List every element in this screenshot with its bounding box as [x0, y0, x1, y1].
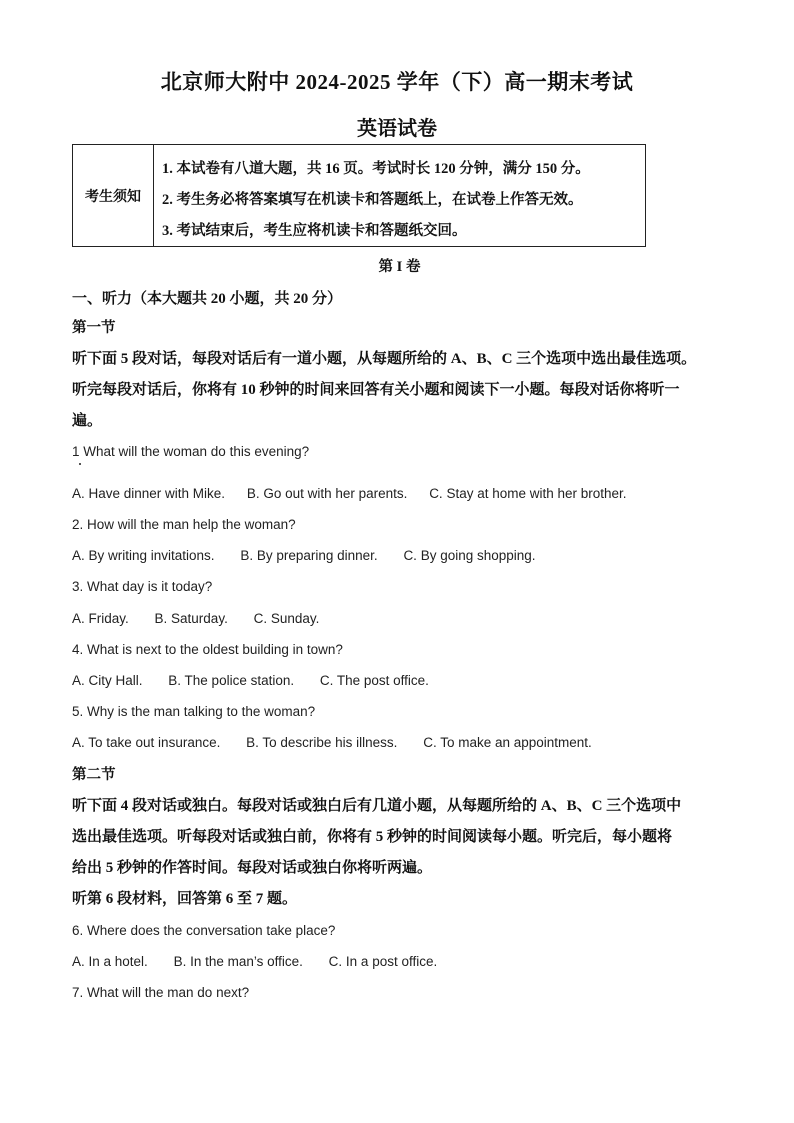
option-a: A. Friday.	[72, 611, 129, 626]
question-stem: 3. What day is it today?	[72, 579, 213, 594]
option-a: A. By writing invitations.	[72, 548, 215, 563]
stray-mark	[79, 463, 81, 465]
question-stem: 2. How will the man help the woman?	[72, 517, 296, 532]
instructions-line: 给出 5 秒钟的作答时间。每段对话或独白你将听两遍。	[72, 860, 433, 876]
instructions-line: 听完每段对话后，你将有 10 秒钟的时间来回答有关小题和阅读下一小题。每段对话你将听一	[72, 382, 680, 398]
section-heading: 一、听力（本大题共 20 小题，共 20 分）	[72, 291, 343, 307]
option-a: A. To take out insurance.	[72, 735, 221, 750]
exam-title: 北京师大附中 2024-2025 学年（下）高一期末考试	[160, 70, 634, 94]
question-stem: 5. Why is the man talking to the woman?	[72, 704, 316, 719]
notice-list	[154, 145, 645, 246]
notice-item: 2. 考生务必将答案填写在机读卡和答题纸上，在试卷上作答无效。	[162, 192, 583, 208]
question-options	[72, 673, 429, 688]
part-title: 第 I 卷	[378, 259, 421, 275]
instructions-line: 听下面 5 段对话，每段对话后有一道小题，从每题所给的 A、B、C 三个选项中选出最佳选项。	[72, 351, 697, 367]
instructions-line: 选出最佳选项。听每段对话或独白前，你将有 5 秒钟的时间阅读每小题。听完后，每小题将	[72, 829, 673, 845]
option-b: B. The police station.	[168, 673, 295, 688]
option-b: B. Saturday.	[154, 611, 228, 626]
question-stem: 1 What will the woman do this evening?	[72, 444, 310, 459]
option-a: A. Have dinner with Mike.	[72, 486, 226, 501]
notice-item: 3. 考试结束后，考生应将机读卡和答题纸交回。	[162, 223, 467, 239]
question-options	[72, 611, 319, 626]
question-stem: 4. What is next to the oldest building in town?	[72, 642, 343, 657]
option-c: C. Sunday.	[253, 611, 320, 626]
question-options	[72, 548, 536, 563]
option-c: C. To make an appointment.	[423, 735, 592, 750]
question-options	[72, 486, 627, 501]
subsection-title: 第二节	[72, 767, 116, 783]
option-c: C. In a post office.	[328, 954, 438, 969]
subsection-title: 第一节	[72, 320, 116, 336]
question-stem: 6. Where does the conversation take place?	[72, 923, 336, 938]
option-c: C. The post office.	[319, 673, 429, 688]
option-b: B. By preparing dinner.	[240, 548, 378, 563]
option-a: A. In a hotel.	[72, 954, 148, 969]
option-c: C. By going shopping.	[403, 548, 536, 563]
instructions-line: 遍。	[72, 413, 103, 429]
instructions-line: 听下面 4 段对话或独白。每段对话或独白后有几道小题，从每题所给的 A、B、C 三个选项中	[72, 798, 682, 814]
question-options	[72, 735, 592, 750]
option-b: B. Go out with her parents.	[246, 486, 408, 501]
option-b: B. To describe his illness.	[246, 735, 398, 750]
option-b: B. In the man’s office.	[173, 954, 303, 969]
question-stem: 7. What will the man do next?	[72, 985, 250, 1000]
material-note: 听第 6 段材料，回答第 6 至 7 题。	[72, 891, 298, 907]
option-a: A. City Hall.	[72, 673, 143, 688]
question-options	[72, 954, 437, 969]
option-c: C. Stay at home with her brother.	[429, 486, 627, 501]
notice-item: 1. 本试卷有八道大题，共 16 页。考试时长 120 分钟，满分 150 分。	[162, 161, 590, 177]
notice-label: 考生须知	[73, 145, 154, 246]
exam-subtitle: 英语试卷	[357, 118, 437, 140]
notice-box	[72, 144, 646, 247]
